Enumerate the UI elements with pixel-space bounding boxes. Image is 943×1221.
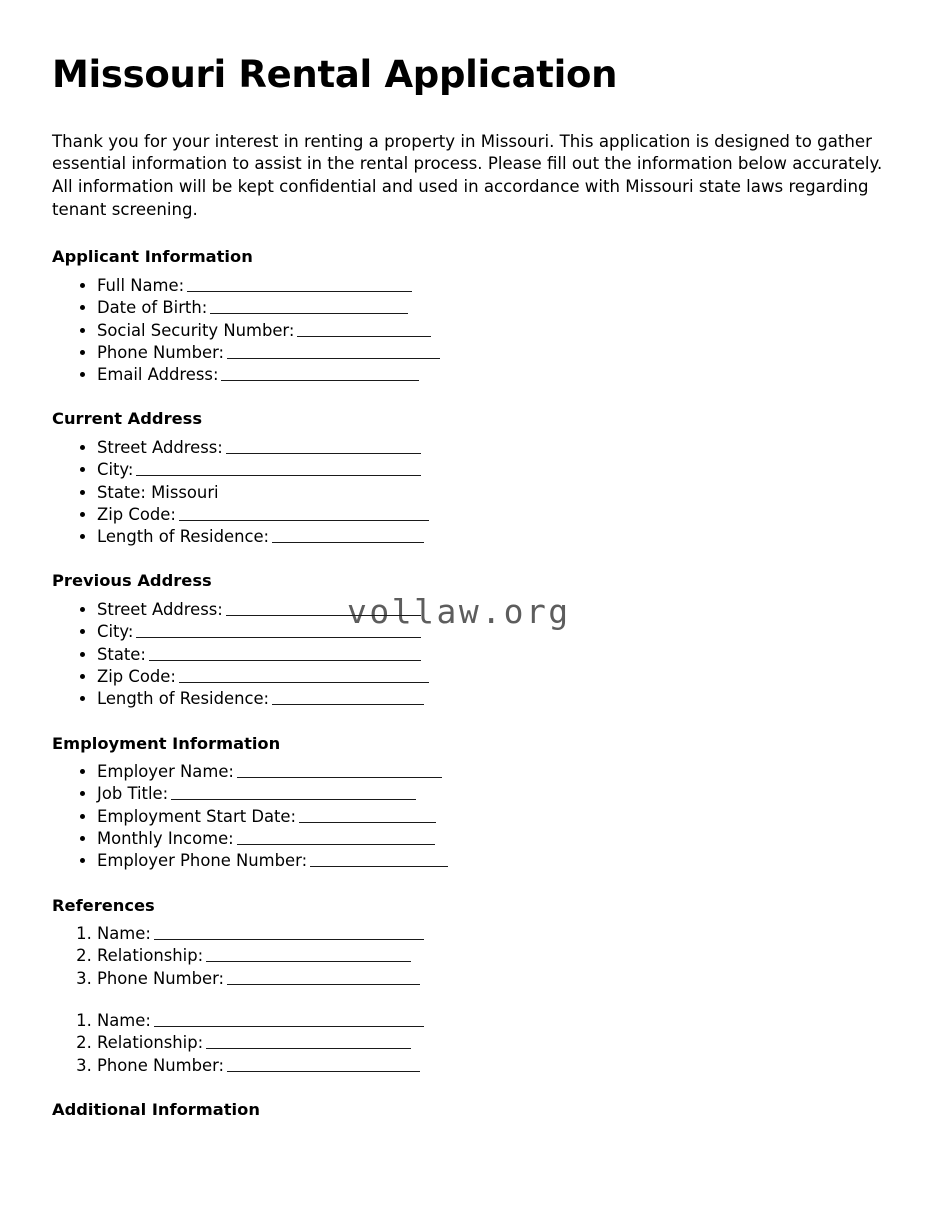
form-field-row <box>97 923 891 945</box>
field-label: Date of Birth: <box>97 298 208 318</box>
form-field-row <box>97 828 891 850</box>
field-label: Street Address: <box>97 600 223 620</box>
form-field-row <box>97 364 891 386</box>
field-label: Phone Number: <box>97 1055 225 1075</box>
field-blank-line[interactable] <box>221 367 419 381</box>
field-blank-line[interactable] <box>227 344 440 358</box>
field-label: Employment Start Date: <box>97 806 297 826</box>
section-heading-current-address: Current Address <box>52 409 203 429</box>
form-field-row <box>97 968 891 990</box>
field-blank-line[interactable] <box>154 1013 424 1027</box>
field-label: City: <box>97 460 134 480</box>
field-blank-line[interactable] <box>206 1035 411 1049</box>
field-label: Email Address: <box>97 365 219 385</box>
form-field-row <box>97 1055 891 1077</box>
form-field-row <box>97 599 891 621</box>
field-label: Relationship: <box>97 1033 204 1053</box>
section-applicant-information <box>52 247 891 386</box>
form-field-row <box>97 459 891 481</box>
field-list-applicant-information <box>52 275 891 386</box>
field-label: Full Name: <box>97 275 185 295</box>
field-label: Monthly Income: <box>97 828 234 848</box>
field-value: Missouri <box>145 482 219 502</box>
field-blank-line[interactable] <box>310 853 448 867</box>
form-field-row <box>97 1010 891 1032</box>
field-label: Zip Code: <box>97 666 176 686</box>
form-field-row <box>97 688 891 710</box>
field-blank-line[interactable] <box>154 926 424 940</box>
form-field-row <box>97 437 891 459</box>
field-blank-line[interactable] <box>227 970 420 984</box>
intro-paragraph: Thank you for your interest in renting a property in Missouri. This application is designed to gather essential information to assist in the rental process. Please fill out the information below accurately. All information will be kept confidential and used in accordance with Missouri state laws regarding tenant screening. <box>52 131 883 219</box>
field-label: Length of Residence: <box>97 527 270 547</box>
form-field-row <box>97 275 891 297</box>
field-label: City: <box>97 622 134 642</box>
field-list-previous-address <box>52 599 891 710</box>
form-field-row <box>97 320 891 342</box>
field-blank-line[interactable] <box>272 529 424 543</box>
field-blank-line[interactable] <box>210 300 408 314</box>
section-current-address <box>52 409 891 548</box>
field-blank-line[interactable] <box>149 646 421 660</box>
field-list-reference-2 <box>52 1010 891 1077</box>
section-heading-applicant-information: Applicant Information <box>52 247 253 267</box>
field-list-reference-1 <box>52 923 891 990</box>
section-heading-previous-address: Previous Address <box>52 571 212 591</box>
field-blank-line[interactable] <box>226 602 421 616</box>
field-list-current-address <box>52 437 891 548</box>
field-label: State: <box>97 482 146 502</box>
form-field-row <box>97 1032 891 1054</box>
field-blank-line[interactable] <box>179 506 429 520</box>
form-field-row <box>97 526 891 548</box>
section-heading-employment-information: Employment Information <box>52 733 281 753</box>
form-field-row <box>97 482 891 504</box>
field-label: Relationship: <box>97 946 204 966</box>
form-field-row <box>97 761 891 783</box>
field-label: Job Title: <box>97 784 169 804</box>
field-blank-line[interactable] <box>136 462 421 476</box>
section-employment-information <box>52 734 891 873</box>
form-field-row <box>97 644 891 666</box>
page-title: Missouri Rental Application <box>52 53 618 96</box>
field-blank-line[interactable] <box>237 831 435 845</box>
field-label: Employer Phone Number: <box>97 851 308 871</box>
form-field-row <box>97 666 891 688</box>
field-blank-line[interactable] <box>171 786 416 800</box>
field-label: Social Security Number: <box>97 320 295 340</box>
form-field-row <box>97 621 891 643</box>
section-heading-references: References <box>52 895 155 915</box>
form-field-row <box>97 806 891 828</box>
form-field-row <box>97 342 891 364</box>
field-blank-line[interactable] <box>299 808 436 822</box>
section-references <box>52 896 891 1077</box>
field-label: Length of Residence: <box>97 689 270 709</box>
field-list-employment-information <box>52 761 891 872</box>
field-label: Zip Code: <box>97 504 176 524</box>
document-content <box>52 54 891 1142</box>
field-label: Street Address: <box>97 438 223 457</box>
field-label: Name: <box>97 924 151 944</box>
field-blank-line[interactable] <box>226 440 421 454</box>
field-blank-line[interactable] <box>272 691 424 705</box>
form-field-row <box>97 850 891 872</box>
field-blank-line[interactable] <box>136 624 421 638</box>
field-blank-line[interactable] <box>187 278 412 292</box>
section-additional-information <box>52 1100 891 1120</box>
field-label: Phone Number: <box>97 968 225 988</box>
form-field-row <box>97 297 891 319</box>
reference-group <box>52 923 891 990</box>
form-field-row <box>97 945 891 967</box>
field-blank-line[interactable] <box>297 322 431 336</box>
field-blank-line[interactable] <box>206 948 411 962</box>
section-heading-additional-information: Additional Information <box>52 1099 260 1119</box>
reference-group <box>52 1010 891 1077</box>
form-field-row <box>97 504 891 526</box>
form-field-row <box>97 783 891 805</box>
field-label: Name: <box>97 1010 151 1030</box>
field-blank-line[interactable] <box>237 764 442 778</box>
field-label: State: <box>97 644 146 664</box>
watermark: vollaw.org <box>347 592 571 631</box>
field-label: Employer Name: <box>97 762 234 782</box>
field-blank-line[interactable] <box>179 668 429 682</box>
field-blank-line[interactable] <box>227 1057 420 1071</box>
section-previous-address <box>52 571 891 710</box>
field-label: Phone Number: <box>97 342 225 362</box>
